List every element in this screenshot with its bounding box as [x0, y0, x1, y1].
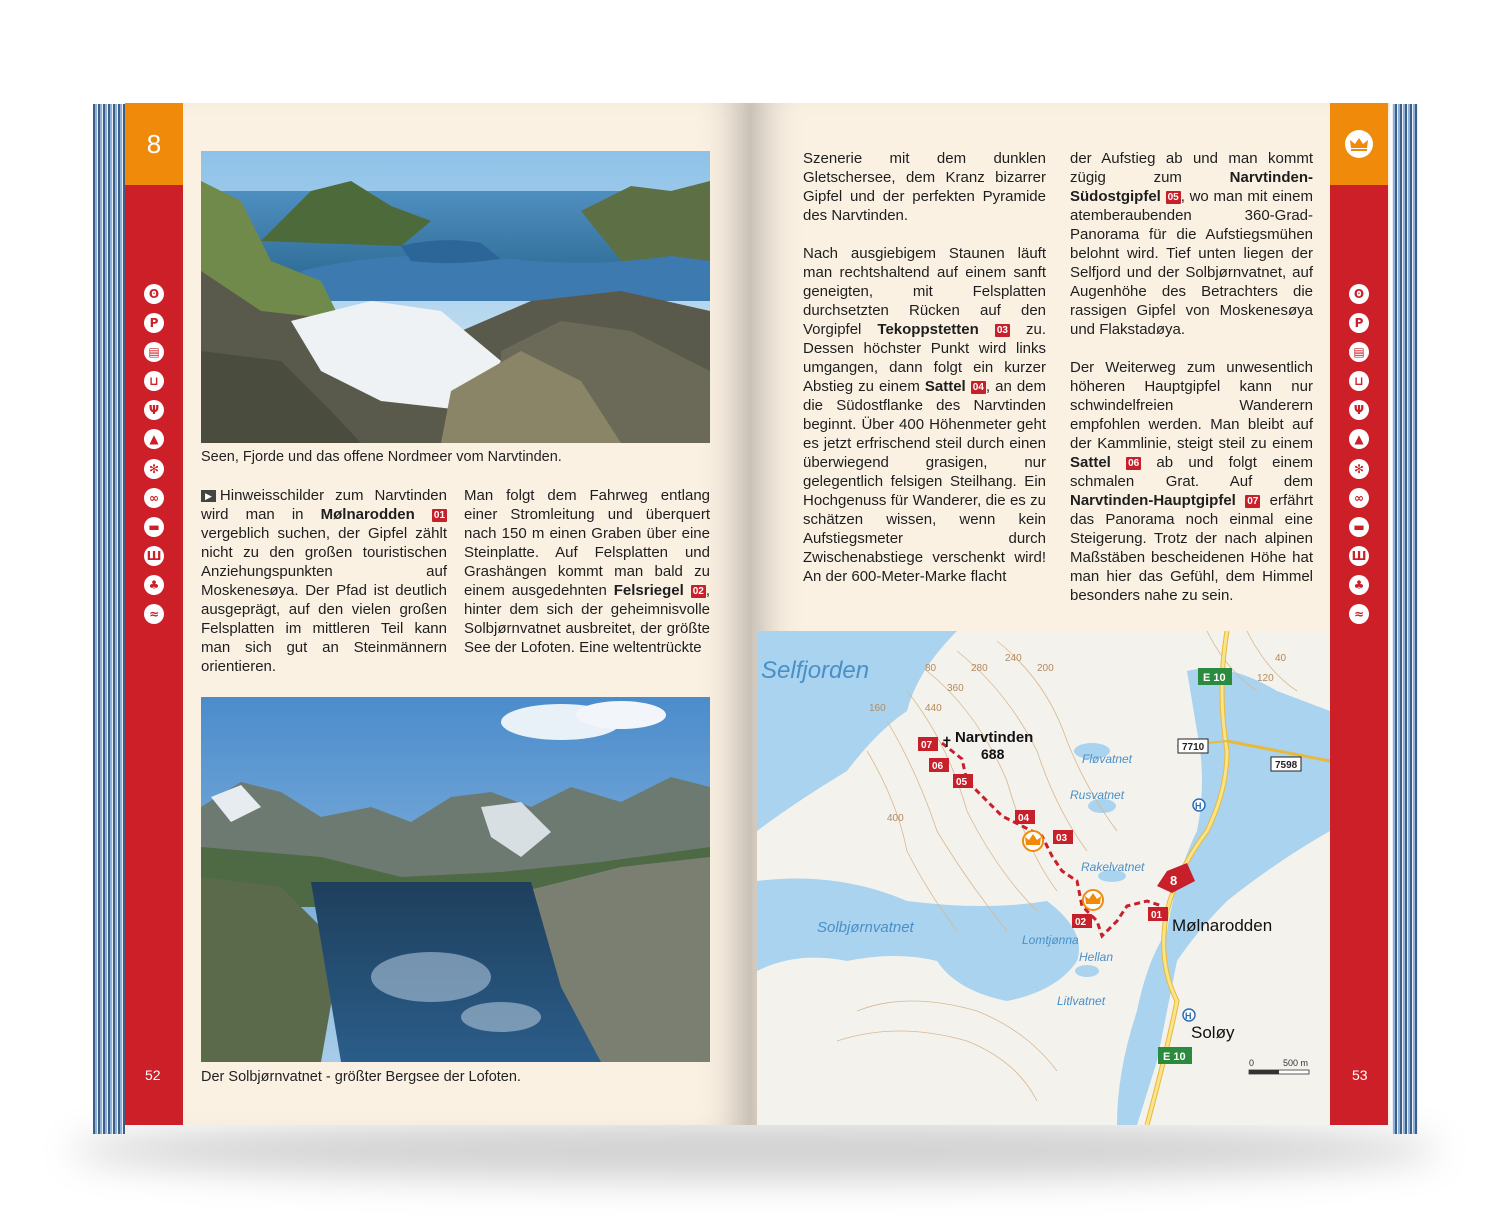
bus-icon: ▤: [144, 342, 164, 362]
highlight-tab: [1330, 103, 1388, 185]
contour-label: 120: [1257, 673, 1274, 684]
museum-icon: Ш: [144, 546, 164, 566]
contour-label: 400: [887, 813, 904, 824]
map-label-hellan: Hellan: [1079, 950, 1114, 964]
bear-icon: ʘ: [1349, 284, 1369, 304]
play-arrow-icon: ▶: [201, 490, 216, 502]
snowflake-icon: ✻: [1349, 459, 1369, 479]
book-page-edge-left: [93, 104, 125, 1134]
waypoint-01: 01: [1151, 910, 1163, 921]
waypoint-marker: 05: [1167, 192, 1179, 203]
contour-label: 160: [869, 703, 886, 714]
map-label-lomtjonna: Lomtjønna: [1022, 933, 1079, 947]
svg-text:8: 8: [1170, 873, 1178, 888]
snowflake-icon: ✻: [144, 459, 164, 479]
map-label-molnarodden: Mølnarodden: [1172, 916, 1273, 935]
waypoint-04: 04: [1018, 813, 1030, 824]
waypoint-marker: 01: [433, 510, 446, 521]
tour-number: 8: [146, 128, 162, 159]
bed-icon: ▬: [1349, 517, 1369, 537]
tour-number-tab: [125, 103, 183, 185]
parking-icon: P: [144, 313, 164, 333]
map-label-solbjornvatnet: Solbjørnvatnet: [817, 919, 914, 936]
photo-solbjornvatnet-lake: [201, 697, 710, 1062]
waypoint-marker: 03: [996, 325, 1008, 336]
basket-icon: ⊔: [144, 371, 164, 391]
photo-caption-2: Der Solbjørnvatnet - größter Bergsee der Lofoten.: [201, 1069, 521, 1085]
book-page-edge-right: [1392, 104, 1418, 1134]
road-shield-7598: [1271, 757, 1301, 771]
parking-icon: P: [1349, 313, 1369, 333]
swimming-icon: ≈: [1349, 604, 1369, 624]
contour-label: 40: [1275, 653, 1287, 664]
crown-icon: [1345, 130, 1373, 158]
right-icon-legend: [1330, 284, 1388, 633]
map-label-rakelvatnet: Rakelvatnet: [1081, 860, 1145, 874]
bicycle-icon: ∞: [144, 488, 164, 508]
svg-text:0: 0: [1249, 1058, 1255, 1068]
waypoint-marker: 04: [972, 382, 984, 393]
right-text-column-2: der Aufstieg ab und man kommt zügig zum Narvtinden-Südostgipfel 05 , wo man mit einem atemberaubenden 360-Grad-Panorama für die Aufstiegsmühen belohnt wird. Tief unten liegen der Selfjord und der Solbjørnvatnet, auf Augenhöhe des Betrachters die rassigen Gipfel von Moskenesøya und Flakstadøya. Der Weiterweg zum unwesentlich höheren Hauptgipfel kann nur schwindelfreien Wanderern empfohlen werden. Man bleibt auf der Kammlinie, steigt steil zu einem Sattel 06 ab und folgt einem schmalen Grat. Auf dem Narvtinden-Hauptgipfel 07 erfährt das Panorama noch einmal eine Steigerung. Trotz der nach alpinen Maßstäben bescheidenen Höhe hat man hier das Gefühl, dem Himmel besonders nahe zu sein.: [1070, 150, 1313, 604]
bear-icon: ʘ: [144, 284, 164, 304]
map-label-summit: Narvtinden: [955, 729, 1034, 746]
svg-text:E 10: E 10: [1163, 1051, 1186, 1063]
waypoint-06: 06: [932, 761, 944, 772]
basket-icon: ⊔: [1349, 371, 1369, 391]
page-number-left: 52: [145, 1067, 161, 1083]
contour-label: 240: [1005, 653, 1022, 664]
waypoint-03: 03: [1056, 833, 1068, 844]
map-label-rusvatnet: Rusvatnet: [1070, 788, 1125, 802]
map-label-soloy: Soløy: [1191, 1023, 1235, 1042]
road-shield-e10-top: [1198, 668, 1232, 685]
svg-text:H: H: [1185, 1011, 1192, 1021]
waypoint-07: 07: [921, 740, 933, 751]
summit-icon: ▲: [144, 429, 164, 449]
left-text-column-2: Man folgt dem Fahrweg entlang einer Stromleitung und überquert nach 150 m einen Graben über eine Steinplatte. Auf Felsplatten und Grashängen kommt man bald zu einem ausgedehnten Felsriegel 02 , hinter dem sich der geheimnisvolle Solbjørnvatnet ausbreitet, der größte See der Lofoten. Eine weltentrückte: [464, 487, 710, 656]
page-number-right: 53: [1352, 1067, 1368, 1083]
photo-caption-1: Seen, Fjorde und das offene Nordmeer vom Narvtinden.: [201, 449, 562, 465]
contour-label: 440: [925, 703, 942, 714]
tree-icon: ♣: [144, 575, 164, 595]
waypoint-02: 02: [1075, 917, 1087, 928]
right-text-column-1: Szenerie mit dem dunklen Gletschersee, dem Kranz bizarrer Gipfel und der perfekten Pyramide des Narvtinden. Nach ausgiebigem Staunen läuft man rechtshaltend auf einem sanft geneigten, mit Felsplatten durchsetzten Rücken auf den Vorgipfel Tekoppstetten 03 zu. Dessen höchster Punkt wird links umgangen, dann folgt ein kurzer Abstieg zu einem Sattel 04 , an dem die Südostflanke des Narvtinden beginnt. Über 400 Höhenmeter geht es jetzt erfrischend steil durch einen überwiegend grasigen, nur gelegentlich felsigen Steilhang. Ein Hochgenuss für Wanderer, die es zu schätzen wissen, wenn kein Aufstiegsmeter durch Zwischenabstiege verschenkt wird! An der 600-Meter-Marke flacht: [803, 150, 1047, 585]
contour-label: 280: [971, 663, 988, 674]
svg-text:500 m: 500 m: [1283, 1058, 1309, 1068]
restaurant-icon: Ψ: [1349, 400, 1369, 420]
map-label-litlvatnet: Litlvatnet: [1057, 994, 1106, 1008]
road-shield-7710: [1178, 739, 1208, 753]
left-text-column-1: ▶ Hinweisschilder zum Narvtinden wird man in Mølnarodden 01 vergeblich suchen, der Gipfel zählt nicht zu den großen touristischen Anziehungspunkten auf Moskenesøya. Der Pfad ist deutlich ausgeprägt, auf den vielen großen Felsplatten im mittleren Teil kann man sich gut an Steinmännern orientieren.: [201, 487, 447, 675]
restaurant-icon: Ψ: [144, 400, 164, 420]
contour-label: 200: [1037, 663, 1054, 674]
contour-label: 80: [925, 663, 937, 674]
route-map: [757, 631, 1330, 1125]
photo-fjords-view: [201, 151, 710, 443]
swimming-icon: ≈: [144, 604, 164, 624]
summit-cross-icon: ✝: [941, 734, 953, 750]
waypoint-marker: 02: [692, 586, 704, 597]
road-shield-e10-bottom: [1158, 1047, 1192, 1064]
bicycle-icon: ∞: [1349, 488, 1369, 508]
bus-icon: ▤: [1349, 342, 1369, 362]
map-label-selfjorden: Selfjorden: [761, 657, 870, 684]
waypoint-marker: 07: [1247, 496, 1259, 507]
bus-stop-icon: [1193, 799, 1205, 811]
bus-stop-icon: [1183, 1009, 1195, 1021]
svg-text:7710: 7710: [1182, 742, 1205, 753]
tree-icon: ♣: [1349, 575, 1369, 595]
svg-text:7598: 7598: [1275, 760, 1298, 771]
crown-icon: [1023, 831, 1043, 851]
map-label-elevation: 688: [981, 746, 1005, 762]
book-shadow: [70, 1120, 1440, 1180]
map-label-flovatnet: Fløvatnet: [1082, 752, 1133, 766]
summit-icon: ▲: [1349, 429, 1369, 449]
svg-text:E 10: E 10: [1203, 672, 1226, 684]
crown-icon: [1083, 890, 1103, 910]
left-icon-legend: [125, 284, 183, 633]
bed-icon: ▬: [144, 517, 164, 537]
waypoint-marker: 06: [1128, 458, 1140, 469]
svg-text:H: H: [1195, 801, 1202, 811]
waypoint-05: 05: [956, 777, 968, 788]
contour-label: 360: [947, 683, 964, 694]
museum-icon: Ш: [1349, 546, 1369, 566]
